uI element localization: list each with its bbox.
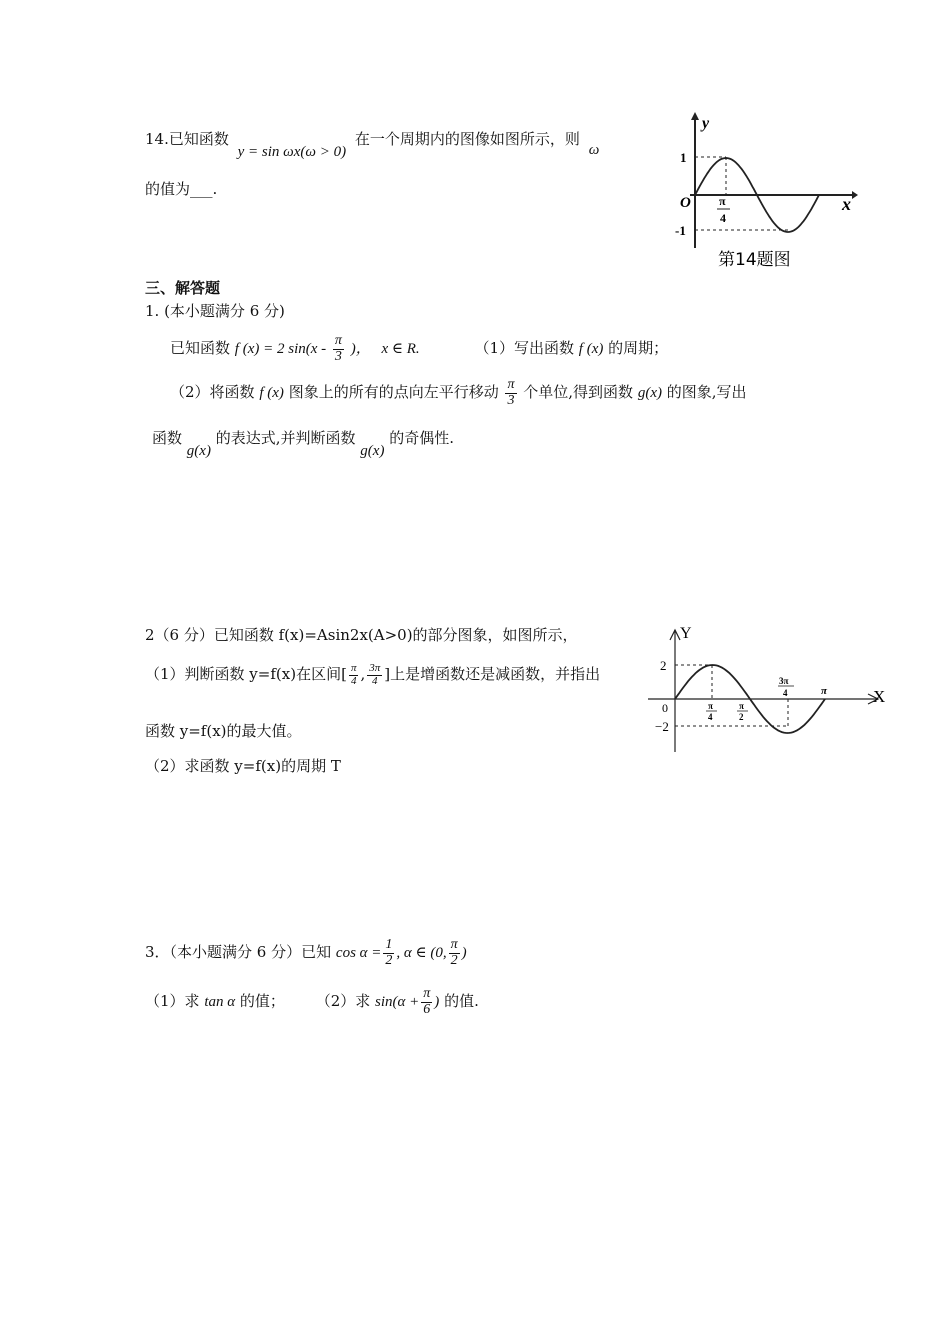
p2-y-label: Y — [680, 625, 692, 642]
p3-cos-part: cos α = — [335, 945, 382, 962]
p1-given-formula-b: )， — [350, 341, 371, 358]
p2-t3-den: 4 — [783, 688, 788, 698]
q14-prefix: 14.已知函数 — [145, 130, 229, 148]
p1-q1-prefix: （1）写出函数 — [474, 339, 575, 358]
p3-q1-prefix: （1）求 — [145, 992, 200, 1011]
p1-line3 — [152, 427, 455, 459]
p2-x-label: X — [873, 687, 886, 706]
p3-header-line — [145, 938, 467, 968]
p1-q2-prefix: （2）将函数 — [170, 383, 255, 402]
p1-q1-func: f (x) — [578, 341, 604, 358]
q14-origin: O — [680, 195, 691, 211]
p1-q2-line — [170, 378, 747, 408]
section-title: 三、解答题 — [145, 279, 221, 297]
p3-header: 3．（本小题满分 6 分）已知 — [145, 943, 332, 962]
p1-q1-suffix: 的周期； — [608, 339, 669, 358]
p1-given-fraction: $\frac{\pi}{3}$ — [334, 333, 342, 364]
p1-q2-fraction: $\frac{\pi}{3}$ — [507, 377, 515, 408]
p2-q2: （2）求函数 y=f(x)的周期 T — [145, 757, 341, 775]
q14-tick-1: 1 — [680, 150, 687, 165]
p2-origin: 0 — [662, 701, 668, 715]
q14-suffix: 在一个周期内的图像如图所示，则 — [354, 130, 580, 148]
p3-q2-expr: sin(α + — [375, 994, 420, 1011]
p1-q2-end: 的图象,写出 — [666, 383, 747, 402]
p2-y-top: 2 — [660, 658, 667, 673]
p2-t1-num: π — [708, 701, 713, 711]
p2-q1-suffix: ]上是增函数还是减函数，并指出 — [384, 665, 601, 684]
p1-given-line — [170, 334, 668, 364]
q14-y-label: y — [702, 115, 710, 132]
p3-q2-suffix: 的值. — [444, 992, 479, 1011]
p2-t2-num: π — [739, 701, 744, 711]
p1-line3-prefix: 函数 — [152, 429, 183, 447]
q14-tick-pi: π — [719, 194, 726, 208]
q14-caption: 第14题图 — [718, 250, 791, 270]
p1-q2-mid2: 个单位,得到函数 — [523, 383, 634, 402]
p1-header: 1. (本小题满分 6 分) — [145, 302, 285, 320]
p2-t1-den: 4 — [708, 712, 713, 722]
q14-formula: y = sin ωx(ω > 0) — [237, 144, 347, 160]
p1-q2-mid: 图象上的所有的点向左平行移动 — [288, 383, 499, 402]
q14-tick-4: 4 — [720, 211, 726, 225]
p2-line1: 2（6 分）已知函数 f(x)=Asin2x(A>0)的部分图象，如图所示， — [145, 626, 578, 644]
p2-t4: π — [821, 685, 828, 697]
p1-line3-g1: g(x) — [186, 443, 211, 459]
p2-interval-b: $\frac{3\pi}{4}$ — [369, 662, 381, 687]
p3-range-end: ) — [461, 945, 467, 962]
p3-q1-suffix: 的值； — [239, 992, 285, 1011]
p2-interval-sep: , — [360, 665, 366, 684]
p1-given-domain: x ∈ R. — [381, 341, 420, 358]
p1-q2-func-g: g(x) — [637, 385, 662, 402]
p3-q2-frac: $\frac{\pi}{6}$ — [423, 986, 431, 1017]
p1-line3-end: 的奇偶性. — [389, 429, 455, 447]
p1-line3-mid: 的表达式,并判断函数 — [215, 429, 356, 447]
p2-interval-a: $\frac{\pi}{4}$ — [350, 662, 357, 687]
p2-figure — [640, 620, 895, 760]
p1-given-formula-a: f (x) = 2 sin(x - — [234, 341, 327, 358]
p1-q2-func: f (x) — [259, 385, 284, 402]
p2-t2-den: 2 — [739, 712, 744, 722]
q14-line2: 的值为___. — [145, 180, 218, 198]
p2-q1-prefix: （1）判断函数 y=f(x)在区间[ — [145, 665, 347, 684]
p2-y-bottom: −2 — [655, 719, 669, 734]
p1-line3-g2: g(x) — [360, 443, 385, 459]
p3-q2-prefix: （2）求 — [315, 992, 371, 1011]
q14-omega: ω — [588, 142, 600, 158]
p3-q2-close: ) — [434, 994, 440, 1011]
q14-tick-neg1: -1 — [675, 223, 686, 238]
q14-x-label: x — [842, 194, 851, 214]
p3-frac2: $\frac{\pi}{2}$ — [450, 937, 458, 968]
p2-q1-line2: 函数 y=f(x)的最大值。 — [145, 722, 302, 740]
p3-q1-expr: tan α — [204, 994, 236, 1011]
p3-questions-line — [145, 987, 479, 1017]
q14-figure — [670, 110, 865, 275]
p2-t3-num: 3π — [779, 676, 789, 686]
p3-frac1: $\frac{1}{2}$ — [385, 937, 393, 968]
p1-given-prefix: 已知函数 — [170, 339, 231, 358]
p3-range-part: , α ∈ (0, — [396, 945, 447, 962]
q14-line1 — [145, 128, 600, 160]
p2-q1-line — [145, 663, 600, 687]
